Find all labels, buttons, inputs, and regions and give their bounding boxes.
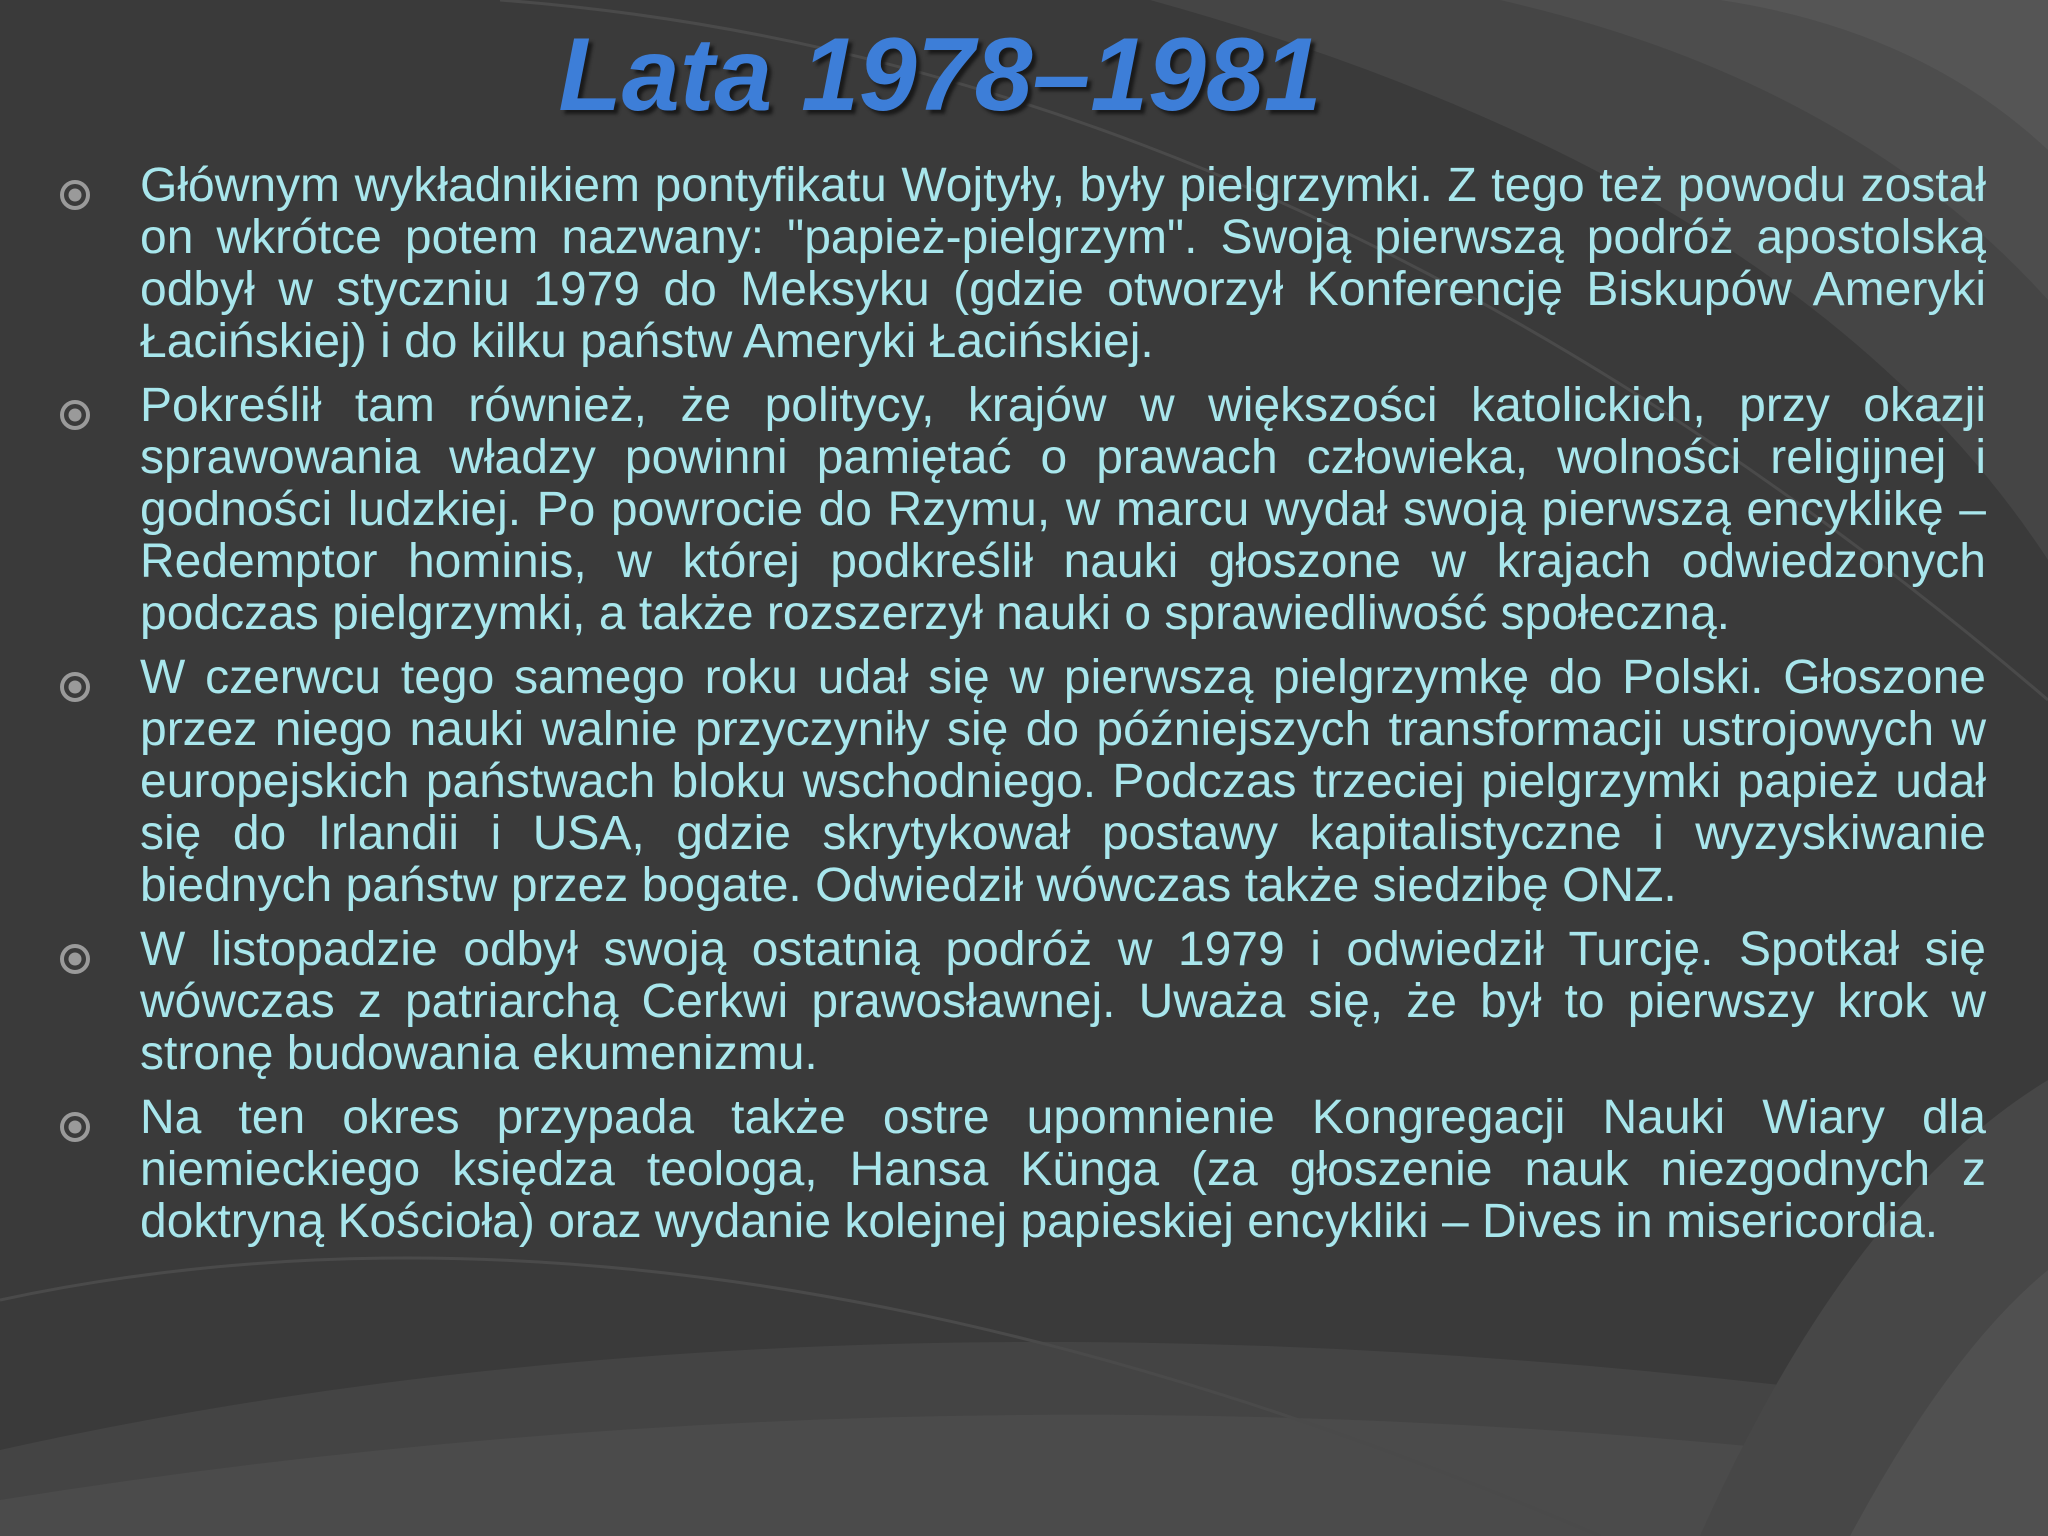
circle-dot-icon	[58, 942, 92, 976]
slide-title: Lata 1978–1981	[558, 17, 1322, 133]
bullet-text: W listopadzie odbył swoją ostatnią podróż w 1979 i odwiedził Turcję. Spotkał się wówczas z patriarchą Cerkwi prawosławnej. Uważa się, że był to pierwszy krok w stronę budowania ekumenizmu.	[140, 923, 1986, 1080]
list-item	[52, 924, 1986, 1080]
circle-dot-icon	[58, 670, 92, 704]
circle-dot-icon	[58, 1110, 92, 1144]
circle-dot-icon	[58, 398, 92, 432]
list-item	[52, 380, 1986, 640]
bullet-text: Pokreślił tam również, że politycy, krajów w większości katolickich, przy okazji sprawowania władzy powinni pamiętać o prawach człowieka, wolności religijnej i godności ludzkiej. Po powrocie do Rzymu, w marcu wydał swoją pierwszą encyklikę – Redemptor hominis, w której podkreślił nauki głoszone w krajach odwiedzonych podczas pielgrzymki, a także rozszerzył nauki o sprawiedliwość społeczną.	[140, 379, 1986, 640]
circle-dot-icon	[58, 178, 92, 212]
bullet-list	[52, 160, 1986, 1260]
list-item	[52, 652, 1986, 912]
list-item	[52, 1092, 1986, 1248]
bullet-text: Na ten okres przypada także ostre upomnienie Kongregacji Nauki Wiary dla niemieckiego księdza teologa, Hansa Künga (za głoszenie nauk niezgodnych z doktryną Kościoła) oraz wydanie kolejnej papieskiej encykliki – Dives in misericordia.	[140, 1091, 1986, 1248]
bullet-text: W czerwcu tego samego roku udał się w pierwszą pielgrzymkę do Polski. Głoszone przez niego nauki walnie przyczyniły się do późniejszych transformacji ustrojowych w europejskich państwach bloku wschodniego. Podczas trzeciej pielgrzymki papież udał się do Irlandii i USA, gdzie skrytykował postawy kapitalistyczne i wyzyskiwanie biednych państw przez bogate. Odwiedził wówczas także siedzibę ONZ.	[140, 651, 1986, 912]
bullet-text: Głównym wykładnikiem pontyfikatu Wojtyły, były pielgrzymki. Z tego też powodu został on wkrótce potem nazwany: "papież-pielgrzym". Swoją pierwszą podróż apostolską odbył w styczniu 1979 do Meksyku (gdzie otworzył Konferencję Biskupów Ameryki Łacińskiej) i do kilku państw Ameryki Łacińskiej.	[140, 159, 1986, 368]
list-item	[52, 160, 1986, 368]
